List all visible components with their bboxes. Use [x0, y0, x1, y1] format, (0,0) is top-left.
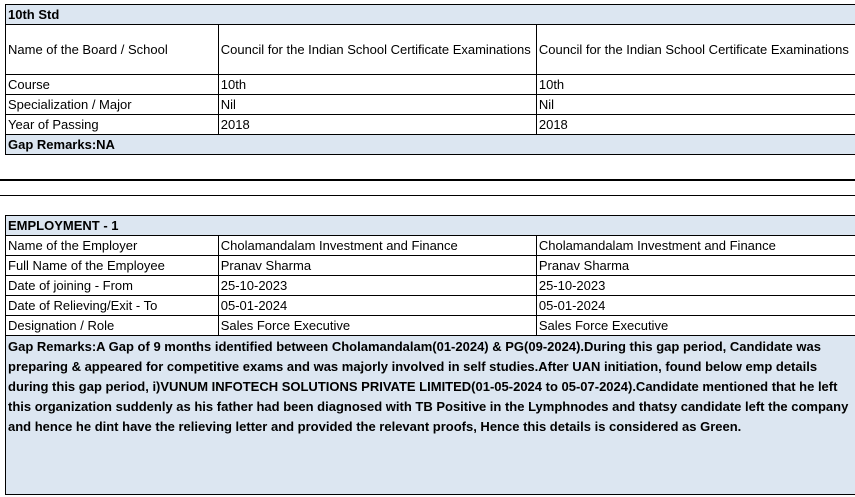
- table-row: [6, 25, 855, 75]
- board-value-1: Council for the Indian School Certificate Examinations: [218, 25, 536, 75]
- joining-date-label: Date of joining - From: [6, 276, 219, 296]
- designation-value-2: Sales Force Executive: [536, 316, 855, 336]
- employee-name-value-1: Pranav Sharma: [218, 256, 536, 276]
- employment-header-row: [6, 216, 855, 236]
- course-label: Course: [6, 75, 219, 95]
- designation-value-1: Sales Force Executive: [218, 316, 536, 336]
- employer-label: Name of the Employer: [6, 236, 219, 256]
- year-value-2: 2018: [536, 115, 855, 135]
- education-gap-row: [6, 135, 855, 155]
- table-row: [6, 256, 855, 276]
- board-label: Name of the Board / School: [6, 25, 219, 75]
- table-row: [6, 236, 855, 256]
- joining-date-value-2: 25-10-2023: [536, 276, 855, 296]
- relieving-date-value-1: 05-01-2024: [218, 296, 536, 316]
- employment-gap-row: [6, 336, 855, 495]
- table-row: [6, 95, 855, 115]
- education-header-row: [6, 5, 855, 25]
- year-value-1: 2018: [218, 115, 536, 135]
- education-gap-remarks: Gap Remarks:NA: [6, 135, 855, 155]
- table-row: [6, 276, 855, 296]
- employer-value-2: Cholamandalam Investment and Finance: [536, 236, 855, 256]
- joining-date-value-1: 25-10-2023: [218, 276, 536, 296]
- employment-section-title: EMPLOYMENT - 1: [6, 216, 855, 236]
- section-divider: [0, 179, 855, 196]
- designation-label: Designation / Role: [6, 316, 219, 336]
- table-row: [6, 115, 855, 135]
- specialization-value-1: Nil: [218, 95, 536, 115]
- year-label: Year of Passing: [6, 115, 219, 135]
- employee-name-value-2: Pranav Sharma: [536, 256, 855, 276]
- employee-name-label: Full Name of the Employee: [6, 256, 219, 276]
- board-value-2: Council for the Indian School Certificate Examinations: [536, 25, 855, 75]
- relieving-date-label: Date of Relieving/Exit - To: [6, 296, 219, 316]
- table-row: [6, 316, 855, 336]
- specialization-label: Specialization / Major: [6, 95, 219, 115]
- employer-value-1: Cholamandalam Investment and Finance: [218, 236, 536, 256]
- course-value-1: 10th: [218, 75, 536, 95]
- table-row: [6, 75, 855, 95]
- relieving-date-value-2: 05-01-2024: [536, 296, 855, 316]
- specialization-value-2: Nil: [536, 95, 855, 115]
- education-table: [5, 4, 855, 155]
- course-value-2: 10th: [536, 75, 855, 95]
- education-section-title: 10th Std: [6, 5, 855, 25]
- employment-gap-remarks: Gap Remarks:A Gap of 9 months identified between Cholamandalam(01-2024) & PG(09-2024).During this gap period, Candidate was preparing & appeared for competitive exams and was majorly involved in self studies.After UAN initiation, found below emp details during this gap period, i)VUNUM INFOTECH SOLUTIONS PRIVATE LIMITED(01-05-2024 to 05-07-2024).Candidate mentioned that he left this organization suddenly as his father had been diagnosed with TB Positive in the Lymphnodes and thatsy candidate left the company and hence he dint have the relieving letter and provided the relevant proofs, Hence this details is considered as Green.: [6, 336, 855, 495]
- table-row: [6, 296, 855, 316]
- employment-table: [5, 215, 855, 495]
